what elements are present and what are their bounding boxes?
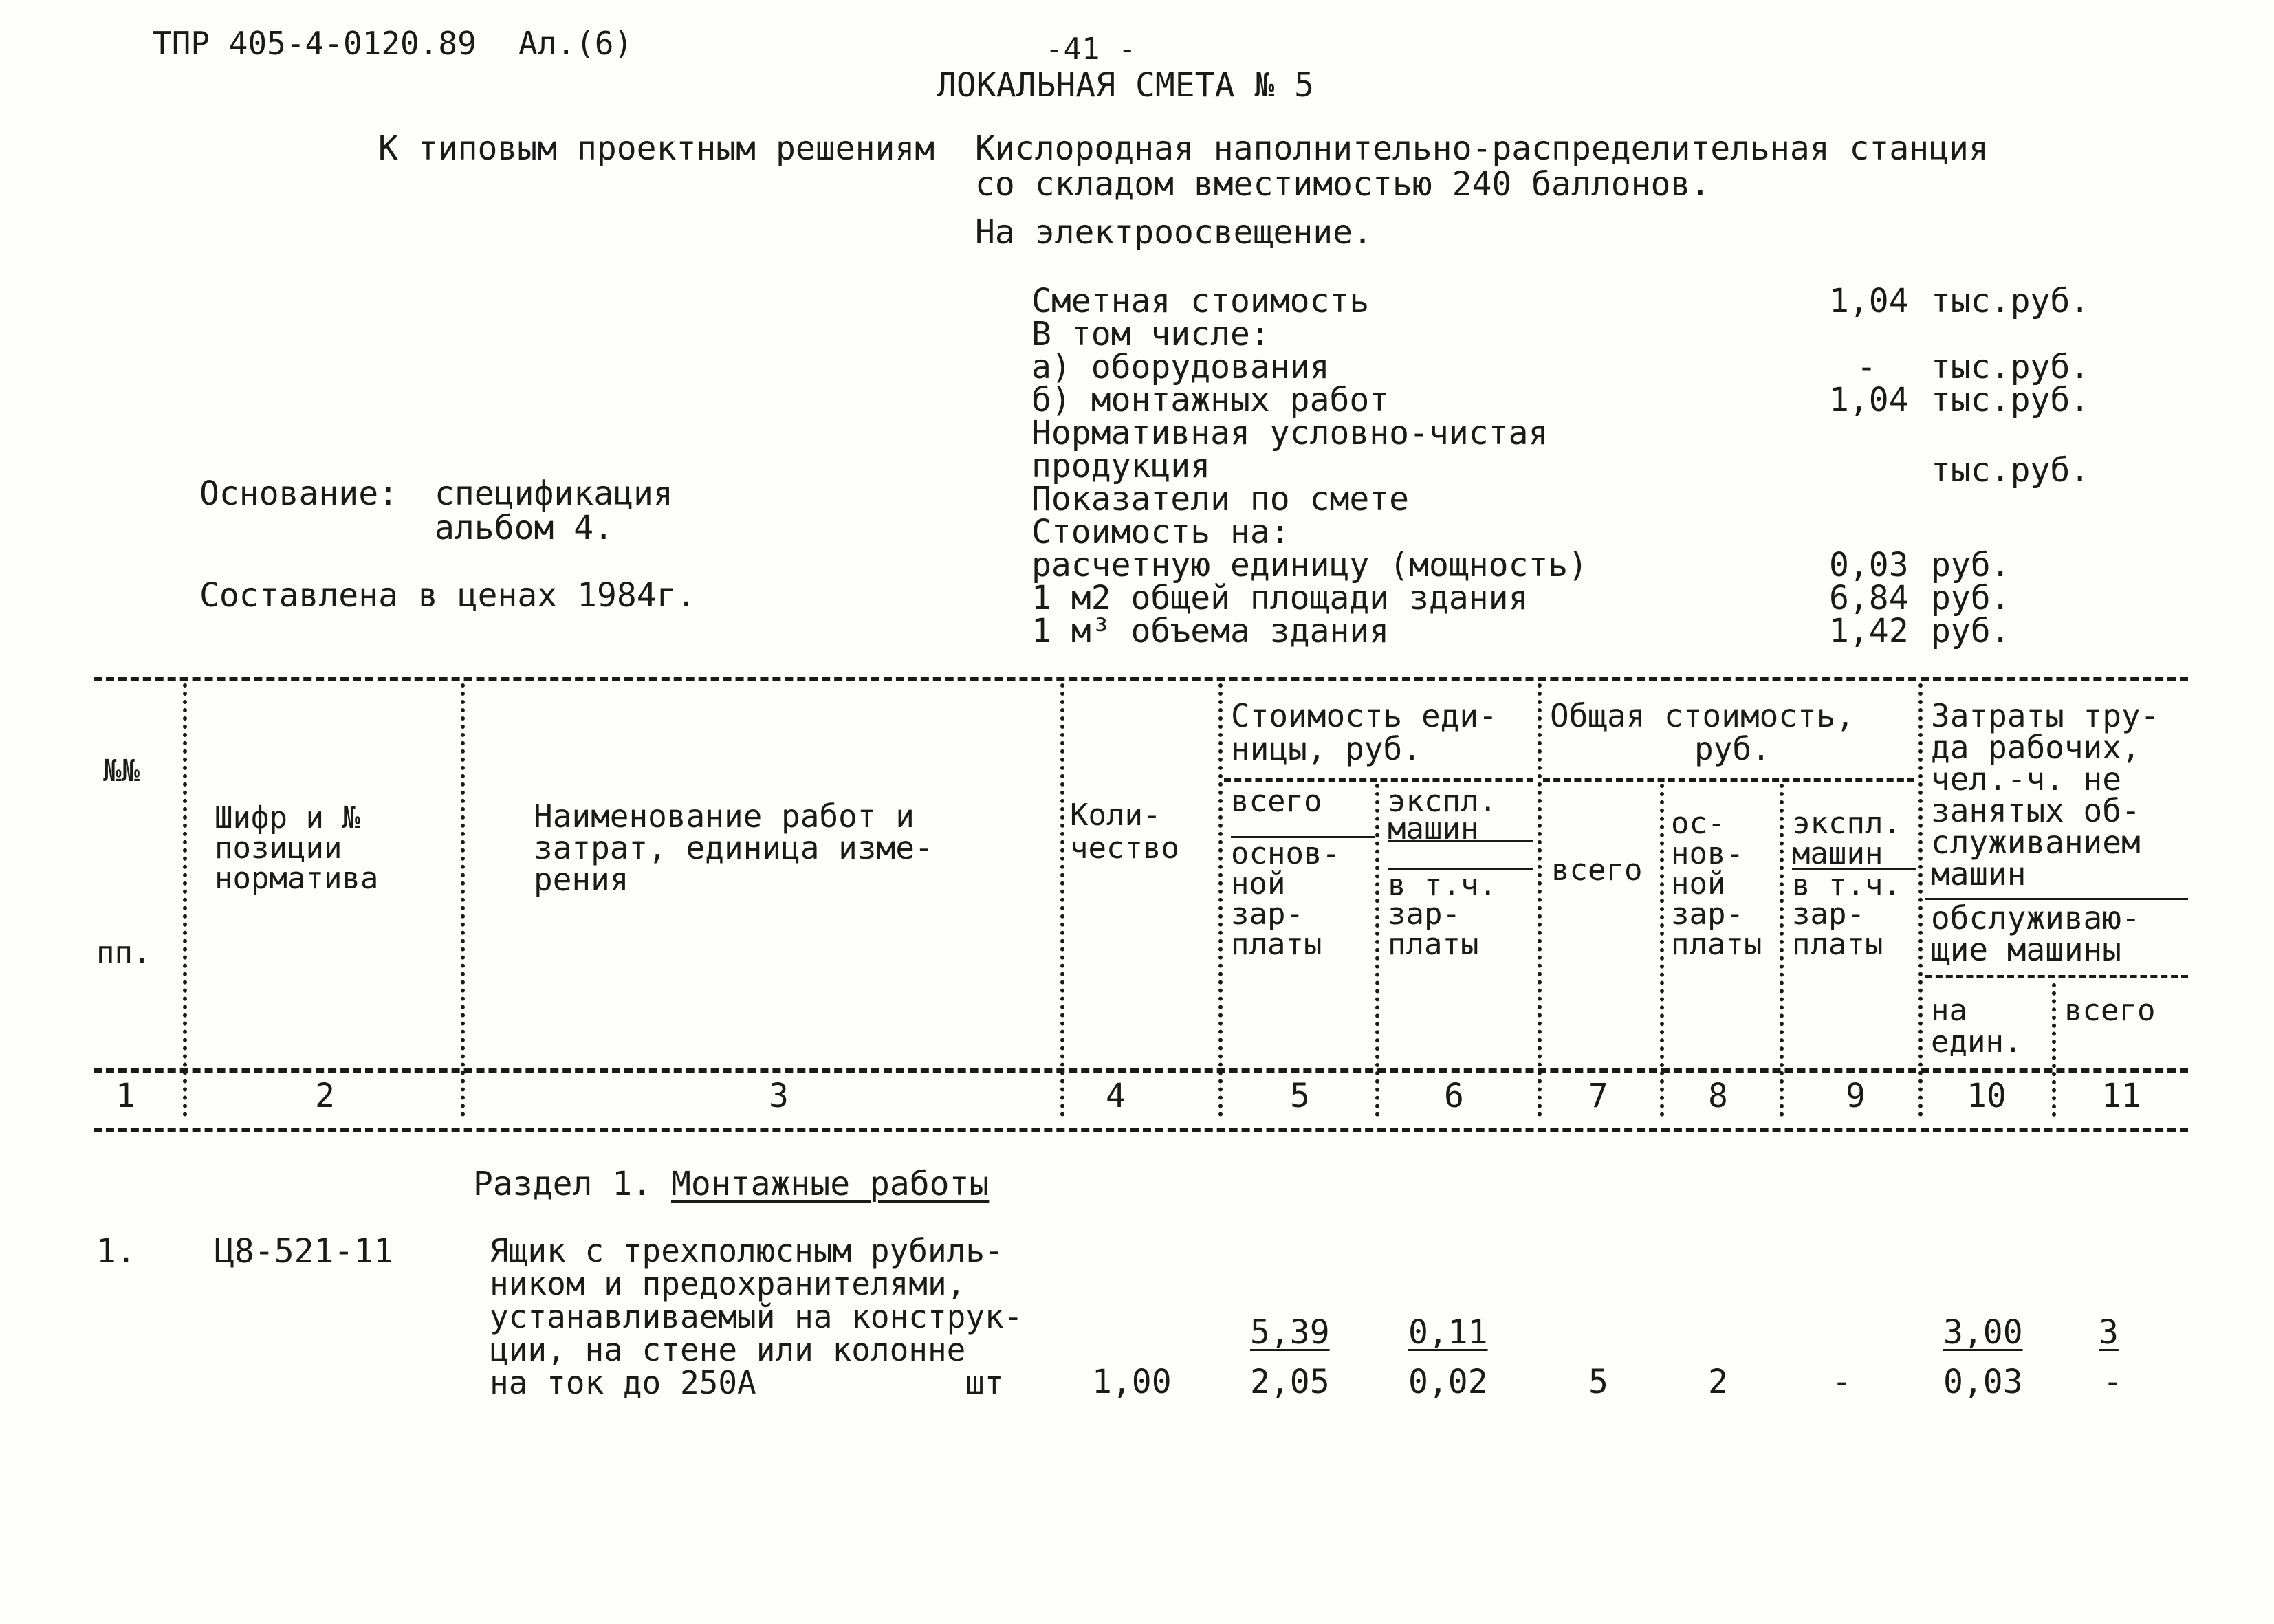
group-rule-5-6 <box>1224 778 1533 782</box>
col-8-header: платы <box>1671 927 1762 962</box>
group-unit-cost-header: ницы, руб. <box>1231 730 1421 767</box>
col-10-header: един. <box>1931 1024 2022 1060</box>
row-code: Ц8-521-11 <box>215 1232 394 1271</box>
col-qty-header: чество <box>1070 831 1179 866</box>
row-qty: 1,00 <box>1092 1363 1172 1401</box>
col-number: 11 <box>2101 1077 2141 1115</box>
row-name-line: Ящик с трехполюсным рубиль- <box>490 1232 1004 1269</box>
row-name-line: на ток до 250А <box>490 1364 756 1401</box>
summary-unit: тыс.руб. <box>1931 348 2090 386</box>
project-purpose: На электроосвещение. <box>975 213 1373 252</box>
col-5-header: платы <box>1231 927 1322 962</box>
summary-label: 1 м2 общей площади здания <box>1031 579 1529 617</box>
col-10-header: на <box>1931 993 1967 1028</box>
col-separator <box>461 683 469 1117</box>
group-labor-header: Затраты тру- <box>1931 697 2160 734</box>
project-line-1: Кислородная наполнительно-распределительная станция <box>975 129 1989 168</box>
col-9-header: в т.ч. <box>1792 868 1901 903</box>
basis-line-1: спецификация <box>435 474 673 513</box>
col-separator <box>1060 683 1069 1117</box>
row-labor-machine-total: - <box>2103 1363 2123 1401</box>
row-labor-machine-per-unit: 0,03 <box>1943 1363 2023 1401</box>
row-labor-per-unit: 3,00 <box>1943 1313 2023 1352</box>
summary-label: расчетную единицу (мощность) <box>1031 546 1588 584</box>
col-separator <box>1660 784 1668 1117</box>
page-number: -41 - <box>1045 32 1137 67</box>
summary-label: а) оборудования <box>1031 348 1330 386</box>
col-9-header: зар- <box>1792 897 1865 932</box>
summary-unit: тыс.руб. <box>1931 282 2090 320</box>
col-6-header: платы <box>1388 927 1479 962</box>
col-name-header: затрат, единица изме- <box>534 829 934 866</box>
row-unit-machine-cost: 0,11 <box>1408 1313 1488 1352</box>
col-separator <box>1218 683 1227 1117</box>
row-total-cost: 5 <box>1588 1363 1608 1401</box>
row-name-line: ником и предохранителями, <box>490 1265 966 1302</box>
col-number: 7 <box>1588 1077 1608 1115</box>
col-6-header: машин <box>1388 811 1479 846</box>
col-separator <box>1918 683 1927 1117</box>
group-total-cost-header: Общая стоимость, <box>1550 697 1855 734</box>
summary-unit: тыс.руб. <box>1931 451 2090 490</box>
group-labor-header: занятых об- <box>1931 792 2141 829</box>
row-total-machine: - <box>1832 1363 1852 1401</box>
summary-value: 1,04 <box>1829 381 1909 419</box>
project-to-label: К типовым проектным решениям <box>378 129 935 168</box>
summary-label: В том числе: <box>1031 315 1270 353</box>
group-unit-cost-header: Стоимость еди- <box>1231 697 1498 734</box>
col-code-header: Шифр и № <box>215 800 360 835</box>
summary-unit: тыс.руб. <box>1931 381 2090 419</box>
summary-value: 1,42 <box>1829 612 1909 650</box>
col-number: 8 <box>1708 1077 1728 1115</box>
row-unit-cost-wage: 2,05 <box>1250 1363 1330 1401</box>
col-11-header: всего <box>2064 993 2156 1028</box>
summary-value: - <box>1857 348 1877 386</box>
col-separator <box>2052 983 2060 1117</box>
doc-code: ТПР 405-4-0120.89 <box>153 25 477 62</box>
col-7-header: всего <box>1551 853 1643 888</box>
row-unit-machine-wage: 0,02 <box>1408 1363 1488 1401</box>
col-number: 3 <box>769 1077 789 1115</box>
sub-rule-10b <box>1925 975 2188 978</box>
col-8-header: ос- <box>1671 806 1726 841</box>
col-number: 2 <box>315 1077 335 1115</box>
row-name-line: ции, на стене или колонне <box>490 1331 966 1368</box>
col-9-header: платы <box>1792 927 1883 962</box>
basis-label: Основание: <box>199 474 398 513</box>
col-6-header: экспл. <box>1388 784 1497 819</box>
page-title: ЛОКАЛЬНАЯ СМЕТА № 5 <box>937 66 1315 105</box>
table-nums-rule <box>94 1128 2188 1132</box>
section-title: Монтажные работы <box>671 1165 990 1203</box>
col-number: 1 <box>116 1077 135 1115</box>
group-labor-header: служиванием <box>1931 824 2141 861</box>
group-total-cost-header: руб. <box>1694 730 1771 767</box>
basis-line-2: альбом 4. <box>435 509 614 547</box>
row-labor-total: 3 <box>2099 1313 2119 1352</box>
row-unit-cost-total: 5,39 <box>1250 1313 1330 1352</box>
col-separator <box>183 683 191 1117</box>
col-number: 4 <box>1106 1077 1126 1115</box>
table-head-rule <box>94 1068 2188 1073</box>
col-name-header: рения <box>534 861 629 898</box>
summary-label: б) монтажных работ <box>1031 381 1390 419</box>
row-total-wage: 2 <box>1708 1363 1728 1401</box>
col-5-header: ной <box>1231 866 1286 901</box>
col-name-header: Наименование работ и <box>534 798 915 835</box>
col-qty-header: Коли- <box>1070 798 1161 833</box>
col-9-header: машин <box>1792 836 1883 871</box>
table-top-rule <box>94 677 2188 681</box>
row-name-line: устанавливаемый на конструк- <box>490 1298 1023 1335</box>
col-9-header: экспл. <box>1792 806 1901 841</box>
summary-label: Нормативная условно-чистая <box>1031 414 1549 452</box>
section-prefix: Раздел 1. <box>473 1165 653 1203</box>
summary-label: Стоимость на: <box>1031 513 1290 551</box>
summary-value: 1,04 <box>1829 282 1909 320</box>
col-5-header: зар- <box>1231 897 1304 932</box>
summary-label: Показатели по смете <box>1031 480 1410 518</box>
col-number: 5 <box>1290 1077 1310 1115</box>
album-label: Ал.(6) <box>518 25 633 62</box>
summary-label: продукция <box>1031 447 1211 485</box>
group-labor-header: чел.-ч. не <box>1931 760 2121 798</box>
row-num: 1. <box>96 1232 136 1271</box>
summary-value: 0,03 <box>1829 546 1909 584</box>
summary-value: 6,84 <box>1829 579 1909 617</box>
group-labor-header-b: щие машины <box>1931 931 2121 968</box>
col-8-header: ной <box>1671 866 1726 901</box>
col-8-header: нов- <box>1671 836 1744 871</box>
summary-label: Сметная стоимость <box>1031 282 1370 320</box>
col-separator <box>1780 784 1788 1117</box>
col-separator <box>1538 683 1546 1117</box>
group-labor-header: да рабочих, <box>1931 729 2141 766</box>
col-number: 6 <box>1444 1077 1464 1115</box>
summary-unit: руб. <box>1931 612 2011 650</box>
col-number: 10 <box>1967 1077 2007 1115</box>
col-5-header: основ- <box>1231 836 1340 871</box>
group-labor-header: машин <box>1931 855 2026 892</box>
group-rule-7-9 <box>1543 778 1914 782</box>
project-line-2: со складом вместимостью 240 баллонов. <box>975 165 1711 204</box>
group-labor-header-b: обслуживаю- <box>1931 899 2141 936</box>
col-6-header: в т.ч. <box>1388 868 1497 903</box>
col-6-header: зар- <box>1388 897 1461 932</box>
col-num-label: №№ <box>103 754 140 789</box>
basis-prices: Составлена в ценах 1984г. <box>199 576 697 615</box>
col-8-header: зар- <box>1671 897 1744 932</box>
row-unit: шт <box>965 1364 1004 1401</box>
col-code-header: позиции <box>215 831 342 866</box>
col-number: 9 <box>1846 1077 1866 1115</box>
col-num-label-2: пп. <box>96 935 151 970</box>
col-code-header: норматива <box>215 861 379 896</box>
col-separator <box>1375 784 1384 1117</box>
summary-label: 1 м³ объема здания <box>1031 612 1390 650</box>
col-5-header: всего <box>1231 784 1322 819</box>
summary-unit: руб. <box>1931 579 2011 617</box>
summary-unit: руб. <box>1931 546 2011 584</box>
